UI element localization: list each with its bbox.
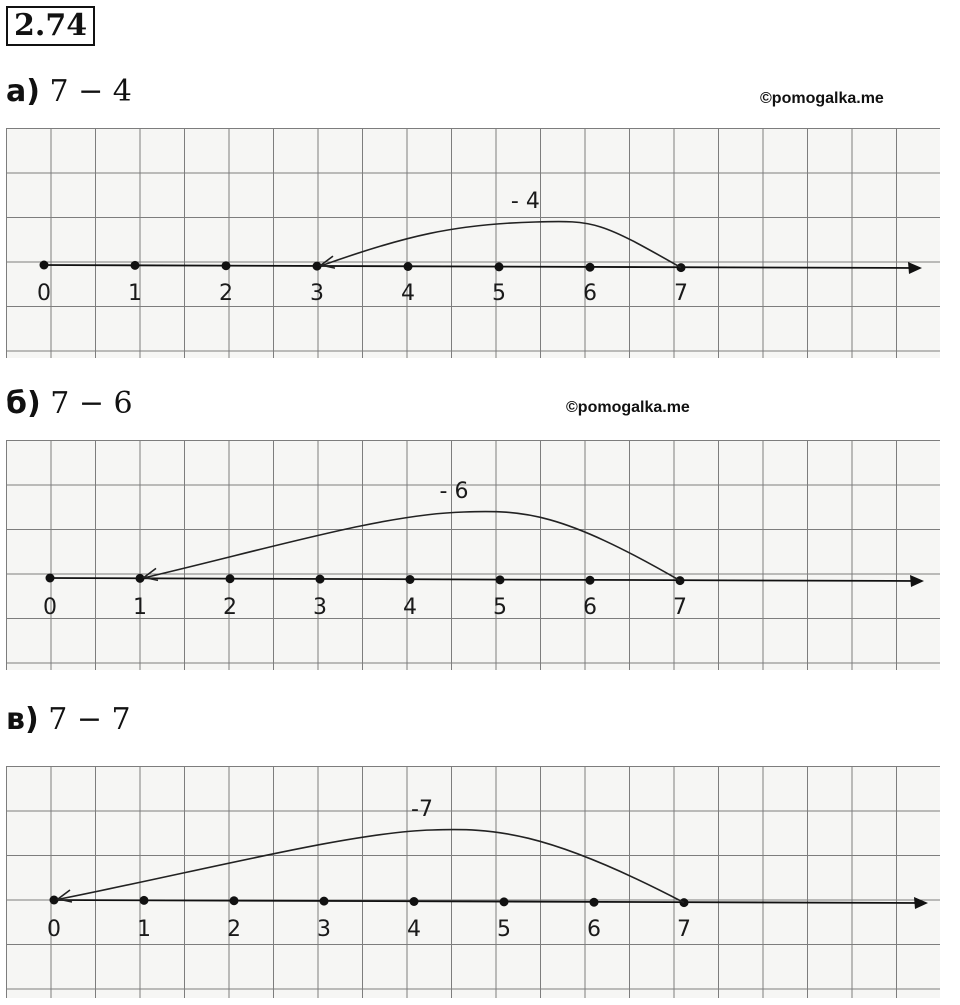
point-5 <box>500 897 509 906</box>
tick-label-4: 4 <box>401 281 415 306</box>
tick-label-6: 6 <box>587 917 601 942</box>
jump-arc <box>146 512 680 581</box>
tick-label-3: 3 <box>317 917 331 942</box>
axis-line <box>46 578 918 581</box>
tick-label-0: 0 <box>43 595 57 620</box>
axis-line <box>50 900 922 903</box>
tick-label-7: 7 <box>674 281 688 306</box>
point-0 <box>46 574 55 583</box>
tick-label-0: 0 <box>47 917 61 942</box>
tick-label-2: 2 <box>223 595 237 620</box>
point-0 <box>40 261 49 270</box>
point-1 <box>140 896 149 905</box>
tick-label-6: 6 <box>583 595 597 620</box>
tick-label-5: 5 <box>497 917 511 942</box>
point-0 <box>50 896 59 905</box>
tick-label-2: 2 <box>227 917 241 942</box>
point-2 <box>226 574 235 583</box>
step-label: -7 <box>411 797 433 822</box>
point-4 <box>410 897 419 906</box>
tick-label-1: 1 <box>133 595 147 620</box>
number-line-c <box>6 766 940 998</box>
task-a-expression: 7 − 4 <box>49 74 132 109</box>
problem-number: 2.74 <box>6 6 95 46</box>
tick-label-3: 3 <box>310 281 324 306</box>
watermark-2: ©pomogalka.me <box>566 399 690 416</box>
point-3 <box>320 897 329 906</box>
axis-arrowhead <box>908 262 922 274</box>
task-b-expression: 7 − 6 <box>50 386 133 421</box>
point-6 <box>586 263 595 272</box>
point-5 <box>495 262 504 271</box>
point-4 <box>406 575 415 584</box>
task-a-heading <box>6 74 132 110</box>
point-6 <box>586 576 595 585</box>
point-5 <box>496 575 505 584</box>
number-line-panel-b <box>6 440 940 670</box>
tick-label-2: 2 <box>219 281 233 306</box>
jump-arc <box>60 830 684 903</box>
point-2 <box>222 261 231 270</box>
tick-label-1: 1 <box>128 281 142 306</box>
point-6 <box>590 898 599 907</box>
jump-arc <box>323 222 681 268</box>
point-2 <box>230 896 239 905</box>
point-3 <box>313 262 322 271</box>
task-c-expression: 7 − 7 <box>48 702 131 737</box>
point-4 <box>404 262 413 271</box>
number-line-a <box>6 128 940 358</box>
watermark-1: ©pomogalka.me <box>760 90 884 107</box>
task-b-letter: б) <box>6 386 41 421</box>
number-line-panel-c <box>6 766 940 998</box>
tick-label-7: 7 <box>673 595 687 620</box>
axis-line <box>40 265 916 268</box>
step-label: - 4 <box>510 189 540 214</box>
axis-arrowhead <box>910 575 924 587</box>
tick-label-7: 7 <box>677 917 691 942</box>
point-1 <box>136 574 145 583</box>
point-3 <box>316 575 325 584</box>
point-1 <box>131 261 140 270</box>
tick-label-4: 4 <box>403 595 417 620</box>
tick-label-0: 0 <box>37 281 51 306</box>
number-line-panel-a <box>6 128 940 358</box>
tick-label-1: 1 <box>137 917 151 942</box>
axis-arrowhead <box>914 897 928 909</box>
tick-label-6: 6 <box>583 281 597 306</box>
tick-label-5: 5 <box>493 595 507 620</box>
task-c-heading <box>6 702 131 738</box>
tick-label-5: 5 <box>492 281 506 306</box>
tick-label-4: 4 <box>407 917 421 942</box>
step-label: - 6 <box>439 479 469 504</box>
tick-label-3: 3 <box>313 595 327 620</box>
task-a-letter: а) <box>6 74 40 109</box>
task-c-letter: в) <box>6 702 39 737</box>
number-line-b <box>6 440 940 670</box>
task-b-heading <box>6 386 133 422</box>
